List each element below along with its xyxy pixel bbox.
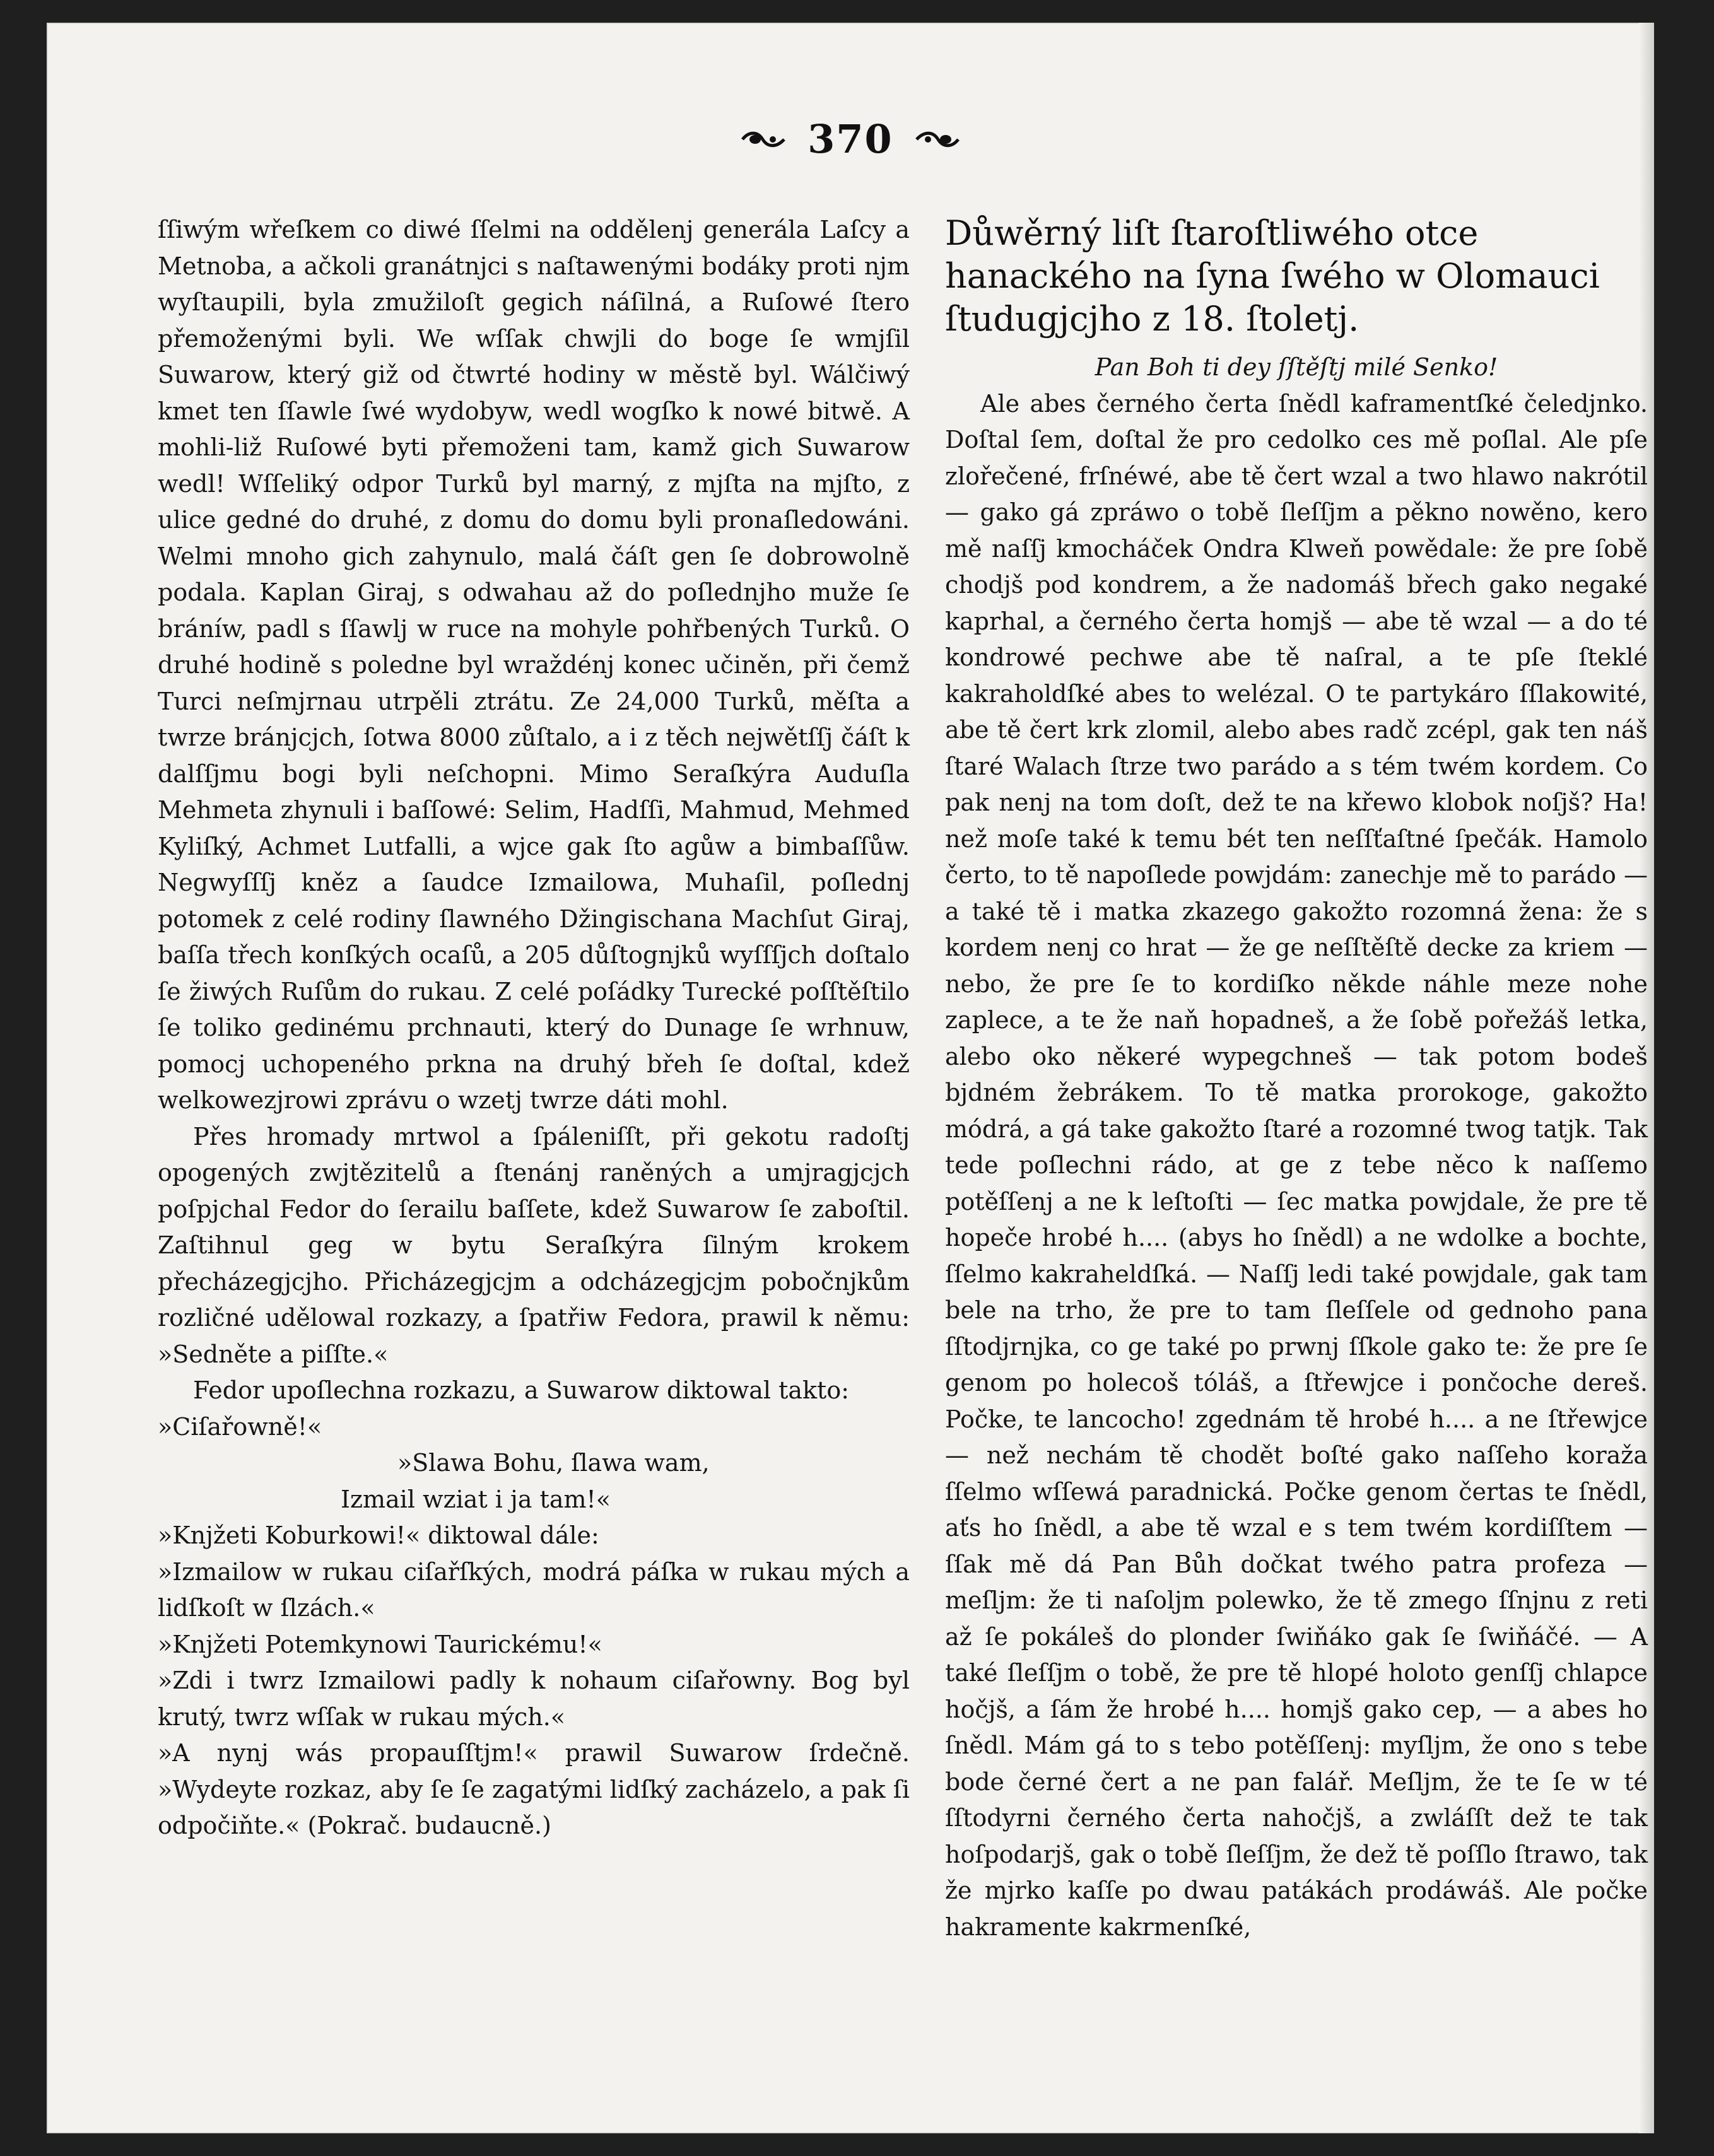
story-paragraph-1: ſſiwým wřeſkem co diwé ſſelmi na oddělenj generála Laſcy a Metnoba, a ačkoli granátnjci s naſtawenými bodáky proti njm wyſtaupili, byla zmužiloſt gegich náſilná, a Ruſowé ſtero přemoženými byli. We wſſak chwjli do boge ſe wmjſil Suwarow, který giž od čtwrté hodiny w městě byl. Wálčiwý kmet ten ſſawle ſwé wydobyw, wedl wogſko k nowé bitwě. A mohli-liž Ruſowé byti přemoženi tam, kamž gich Suwarow wedl! Wſſeliký odpor Turků byl marný, z mjſta na mjſto, z ulice gedné do druhé, z domu do domu byli pronaſledowáni. Welmi mnoho gich zahynulo, malá čáſt gen ſe dobrowolně podala. Kaplan Giraj, s odwahau až do poſlednjho muže ſe bráníw, padl s ſſawlj w ruce na mohyle pohřbených Turků. O druhé hodině s poledne byl wraždénj konec učiněn, při čemž Turci neſmjrnau utrpěli ztrátu. Ze 24,000 Turků, měſta a twrze bránjcjch, ſotwa 8000 zůſtalo, a i z těch nejwětſſj čáſt k dalſſjmu bogi byli neſchopni. Mimo Seraſkýra Auduſla Mehmeta zhynuli i baſſowé: Selim, Hadſſi, Mahmud, Mehmed Kyliſký, Achmet Lutfalli, a wjce gak ſto agůw a bimbaſſůw. Negwyſſſj kněz a ſaudce Izmailowa, Muhaſil, poſlednj potomek z celé rodiny ſlawného Džingischana Machſut Giraj, baſſa třech konſkých ocaſů, a 205 důſtognjků wyſſſjch doſtalo ſe žiwých Ruſům do rukau. Z celé poſádky Turecké poſſtěſtilo ſe toliko gedinému prchnauti, který do Dunage ſe wrhnuw, pomocj uchopeného prkna na druhý břeh ſe doſtal, kdež welkowezjrowi zprávu o wzetj twrze dáti mohl. (158, 216, 910, 1114)
dictation-line-walls: »Zdi i twrz Izmailowi padly k nohaum ciſařowny. Bog byl krutý, twrz wſſak w rukau mých.« (158, 1667, 910, 1731)
verse-line-2: Izmail wziat i ja tam!« (341, 1485, 611, 1513)
dictation-line-izmailow: »Izmailow w rukau ciſařſkých, modrá páſka w rukau mých a lidſkoſt w ſlzách.« (158, 1557, 910, 1622)
page-number: 370 (807, 116, 893, 162)
story-paragraph-3: Fedor upoſlechna rozkazu, a Suwarow diktowal takto: (193, 1376, 850, 1404)
story-paragraph-2: Přes hromady mrtwol a ſpáleniſſt, při gekotu radoſtj opogených zwjtězitelů a ſtenánj raněných a umjragjcjch poſpjchal Fedor do ſerailu baſſete, kdež Suwarow ſe zaboſtil. Zaſtihnul geg w bytu Seraſkýra ſilným krokem přecházegjcjho. Přicházegjcjm a odcházegjcjm pobočnjkům rozličné udělowal rozkazy, a ſpatřiw Fedora, prawil k němu: »Sedněte a piſſte.« (158, 1122, 910, 1368)
right-ornament-icon (915, 129, 960, 150)
letter-greeting: Pan Boh ti dey ſſtěſtj milé Senko! (1095, 353, 1498, 381)
story-closing: »A nynj wás propauſſtjm!« prawil Suwarow ſrdečně. »Wydeyte rozkaz, aby ſe ſe zagatými lidſký zacházelo, a pak ſi odpočiňte.« (Pokrač. budaucně.) (158, 1739, 910, 1839)
dictation-line-koburk: »Knjžeti Koburkowi!« diktowal dále: (158, 1521, 599, 1549)
right-column (945, 212, 1648, 1945)
dictation-line-empress: »Ciſařowně!« (158, 1412, 322, 1441)
letter-title: Důwěrný liſt ſtaroſtliwého otce hanackého na ſyna ſwého w Olomauci ſtudugjcjho z 18. ſtoletj. (945, 213, 1600, 339)
book-page (47, 23, 1654, 2133)
left-column (158, 212, 910, 1844)
verse-line-1: »Slawa Bohu, ſlawa wam, (397, 1449, 710, 1477)
left-ornament-icon (741, 129, 785, 150)
letter-body: Ale abes černého čerta ſnědl kaframentſké čeledjnko. Doſtal ſem, doſtal že pro cedolko ces mě poſlal. Ale pſe zlořečené, frſnéwé, abe tě čert wzal a two hlawo nakrótil — gako gá zpráwo o tobě ſleſſjm a pěkno nowěno, kero mě naſſj kmocháček Ondra Klweň powědale: že pre ſobě chodjš pod kondrem, a že nadomáš břech gako negaké kaprhal, a černého čerta homjš — abe tě wzal — a do té kondrowé pechwe abe tě naſral, a te pſe ſteklé kakraholdſké abes to welézal. O te partykáro ſſlakowité, abe tě čert krk zlomil, alebo abes radč zcépl, gak ten náš ſtaré Walach ſtrze two parádo a s tém twém kordem. Co pak nenj na tom doſt, dež te na křewo klobok noſjš? Ha! než moſe také k temu bét ten neſſťaſtné ſpečák. Hamolo čerto, to tě napoſlede powjdám: zanechje mě to parádo — a také tě i matka zkazego gakožto rozomná žena: že s kordem nenj co hrat — že ge neſſtěſtě decke za kriem — nebo, že pre ſe to kordiſko někde náhle meze nohe zaplece, a te že naň hopadneš, a že ſobě pořežáš letka, alebo oko někeré wypegchneš — tak potom bodeš bjdném žebrákem. To tě matka prorokoge, gakožto módrá, a gá take gakožto ſtaré a rozomné twog tatjk. Tak tede poſlechni rádo, at ge z tebe něco k naſſemo potěſſenj a ne k leſtoſti — ſec matka powjdale, že pre tě hopeče hrobé h.... (abys ho ſnědl) a ne wdolke a bochte, ſſelmo kakraheldſká. — Naſſj ledi také powjdale, gak tam bele na trho, že pre to tam ſleſſele od gednoho pana ſſtodjrnjka, co ge také po prwnj ſſkole gako te: že pre ſe genom po holecoš tóláš, a ſtřewjce i pončoche dereš. Počke, te lancocho! zgednám tě hrobé h.... a ne ſtřewjce — než nechám tě chodět boſté gako naſſeho koraža ſſelmo wſſewá paradnická. Počke genom čertas te ſnědl, aťs ho ſnědl, a abe tě wzal e s tem twém kordiſſtem — ſſak mě dá Pan Bůh dočkat twého patra profeza — meſljm: že ti naſoljm polewko, že tě zmego ſſnjnu z reti až ſe pokáleš do plonder ſwiňáko gak ſe ſwiňáčé. — A také ſleſſjm o tobě, že pre tě hlopé holoto genſſj chlapce hočjš, a ſám že hrobé h.... homjš gako cep, — a abes ho ſnědl. Mám gá to s tebo potěſſenj: myſljm, že ono s tebe bode černé čert a ne pan falář. Meſljm, že te ſe w té ſſtodyrni černého čerta nahočjš, a zwláſſt dež te tak hoſpodarjš, gak o tobě ſleſſjm, že dež tě poſſlo ſtrawo, tak že mjrko kaſſe po dwau patákách prodáwáš. Ale počke hakramente kakrmenſké, (945, 389, 1648, 1941)
page-header (47, 116, 1654, 167)
dictation-line-potemkin: »Knjžeti Potemkynowi Taurickému!« (158, 1630, 602, 1658)
